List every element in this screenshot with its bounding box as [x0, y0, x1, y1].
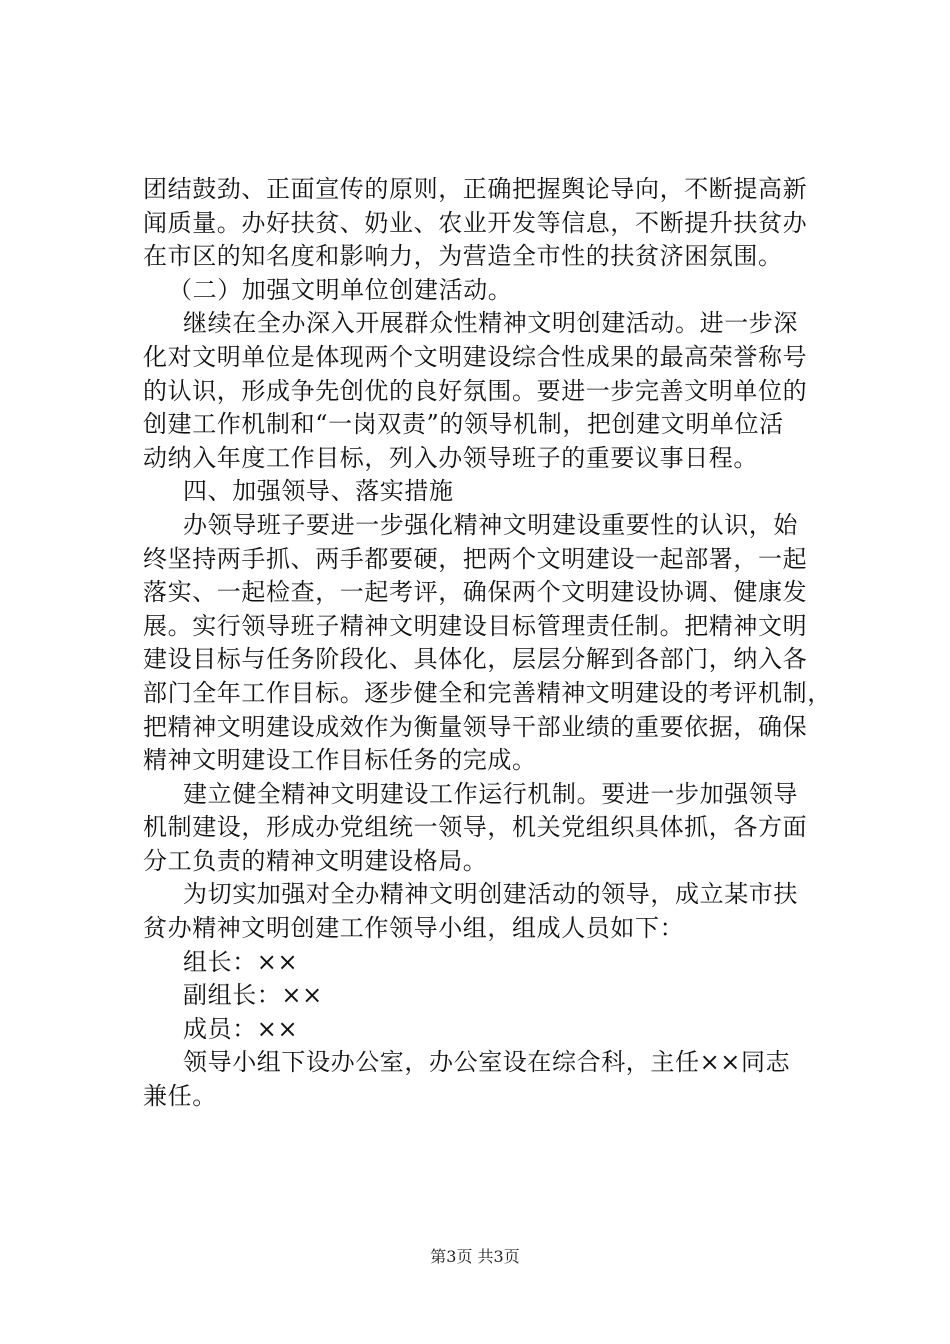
- text-line: 兼任。: [143, 1082, 217, 1111]
- text-line: 分工负责的精神文明建设格局。: [143, 846, 488, 875]
- text-line: 落实、一起检查，一起考评，确保两个文明建设协调、健康发: [143, 578, 808, 607]
- text-line: 机制建设，形成办党组统一领导，机关党组织具体抓，各方面: [143, 813, 808, 842]
- text-line: 成员：××: [183, 1014, 299, 1043]
- text-line: 组长：××: [183, 947, 299, 976]
- text-line: 动纳入年度工作目标，列入办领导班子的重要议事日程。: [143, 443, 758, 472]
- text-line: 建设目标与任务阶段化、具体化，层层分解到各部门，纳入各: [143, 645, 808, 674]
- document-body: [143, 173, 833, 1114]
- text-line: 的认识，形成争先创优的良好氛围。要进一步完善文明单位的: [143, 376, 808, 405]
- text-line: 创建工作机制和“一岗双责”的领导机制，把创建文明单位活: [143, 410, 784, 439]
- text-line: 化对文明单位是体现两个文明建设综合性成果的最高荣誉称号: [143, 342, 808, 371]
- text-line: 展。实行领导班子精神文明建设目标管理责任制。把精神文明: [143, 611, 808, 640]
- text-line: 贫办精神文明创建工作领导小组，组成人员如下：: [143, 914, 685, 943]
- text-line: 闻质量。办好扶贫、奶业、农业开发等信息，不断提升扶贫办: [143, 208, 808, 237]
- text-line: 建立健全精神文明建设工作运行机制。要进一步加强领导: [183, 779, 798, 808]
- text-line: 办领导班子要进一步强化精神文明建设重要性的认识，始: [183, 510, 798, 539]
- text-line: 副组长：××: [183, 981, 323, 1010]
- text-line: 精神文明建设工作目标任务的完成。: [143, 746, 537, 775]
- text-line: 四、加强领导、落实措施: [183, 477, 454, 506]
- page-footer: 第3页 共3页: [430, 1247, 520, 1266]
- text-line: 团结鼓劲、正面宣传的原则，正确把握舆论导向，不断提高新: [143, 175, 808, 203]
- text-line: 部门全年工作目标。逐步健全和完善精神文明建设的考评机制，: [143, 678, 832, 707]
- text-line: （二）加强文明单位创建活动。: [168, 275, 513, 304]
- text-line: 为切实加强对全办精神文明创建活动的领导，成立某市扶: [183, 880, 798, 909]
- text-line: 领导小组下设办公室，办公室设在综合科，主任××同志: [183, 1048, 791, 1077]
- text-line: 在市区的知名度和影响力，为营造全市性的扶贫济困氛围。: [143, 242, 783, 271]
- text-line: 终坚持两手抓、两手都要硬，把两个文明建设一起部署，一起: [143, 544, 808, 573]
- text-line: 把精神文明建设成效作为衡量领导干部业绩的重要依据，确保: [143, 712, 808, 741]
- text-line: 继续在全办深入开展群众性精神文明创建活动。进一步深: [183, 309, 798, 338]
